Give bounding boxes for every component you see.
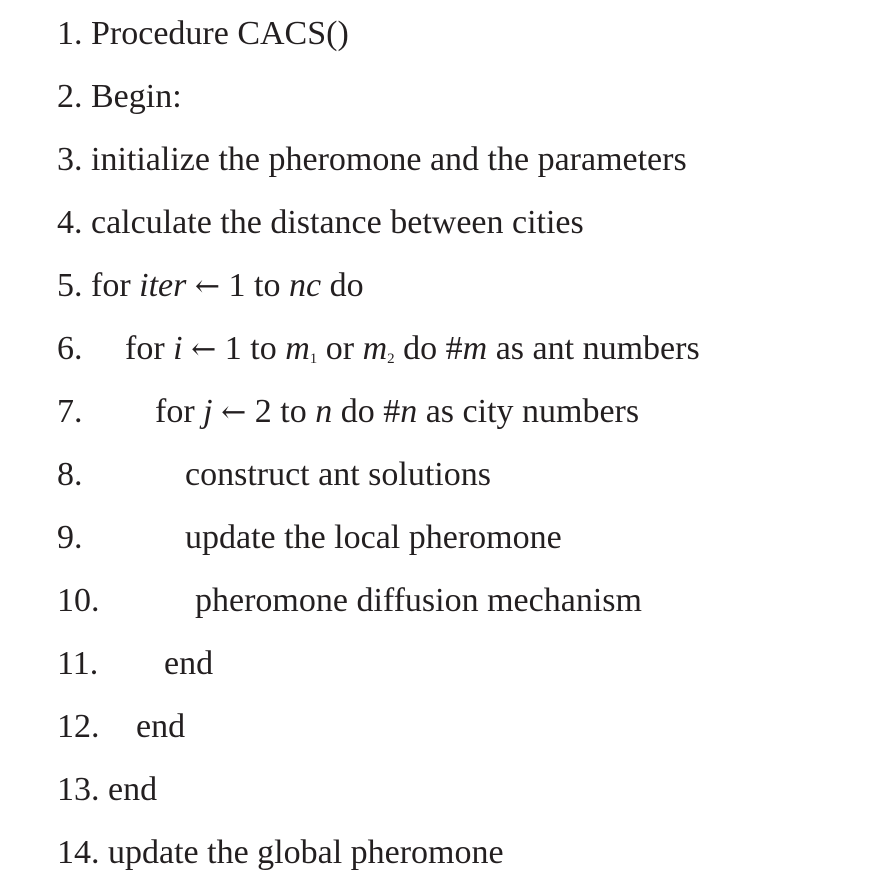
- line-number: 3.: [57, 141, 83, 178]
- line-number: 2.: [57, 78, 83, 115]
- left-arrow-icon: ←: [221, 395, 247, 430]
- algorithm-line-5: [57, 266, 364, 306]
- algorithm-line-1: [57, 14, 349, 54]
- line-number: 9.: [57, 519, 83, 556]
- keyword-for: for: [155, 393, 204, 430]
- line-text: end: [164, 645, 214, 682]
- line-text: initialize the pheromone and the parameters: [91, 141, 687, 178]
- algorithm-line-12: [57, 707, 186, 747]
- line-number: 6.: [57, 330, 83, 367]
- line-number: 5.: [57, 267, 83, 304]
- left-arrow-icon: ←: [191, 332, 217, 367]
- keyword-do: do #: [332, 393, 401, 430]
- algorithm-line-6: [57, 329, 700, 369]
- subscript-2: 2: [387, 351, 395, 367]
- line-number: 1.: [57, 15, 83, 52]
- line-text: update the global pheromone: [108, 834, 504, 871]
- line-text: update the local pheromone: [185, 519, 562, 556]
- algorithm-line-10: [57, 581, 642, 621]
- keyword-or: or: [317, 330, 363, 367]
- line-text: Begin:: [91, 78, 182, 115]
- keyword-do: do: [321, 267, 364, 304]
- line-text: end: [136, 708, 186, 745]
- algorithm-line-4: [57, 203, 584, 243]
- line-number: 10.: [57, 582, 100, 619]
- algorithm-line-13: [57, 770, 157, 810]
- variable-n: n: [315, 393, 333, 430]
- keyword-do: do #: [394, 330, 463, 367]
- line-number: 14.: [57, 834, 100, 871]
- line-number: 12.: [57, 708, 100, 745]
- keyword-for: for: [91, 267, 140, 304]
- left-arrow-icon: ←: [194, 269, 221, 304]
- algorithm-line-9: [57, 518, 562, 558]
- algorithm-line-14: [57, 833, 504, 873]
- line-number: 4.: [57, 204, 83, 241]
- line-text: Procedure CACS(): [91, 15, 349, 52]
- comment-text: as ant numbers: [487, 330, 700, 367]
- variable-iter: iter: [139, 267, 187, 304]
- line-number: 11.: [57, 645, 99, 682]
- line-text: end: [108, 771, 158, 808]
- comment-text: as city numbers: [417, 393, 640, 430]
- line-number: 13.: [57, 771, 100, 808]
- line-text: construct ant solutions: [185, 456, 491, 493]
- variable-m: m: [462, 330, 488, 367]
- range-text: 1 to: [216, 330, 286, 367]
- algorithm-line-7: [57, 392, 639, 432]
- algorithm-line-11: [57, 644, 214, 684]
- variable-j: j: [203, 393, 213, 430]
- algorithm-line-8: [57, 455, 491, 495]
- algorithm-line-3: [57, 140, 687, 180]
- range-text: 2 to: [246, 393, 316, 430]
- line-text: pheromone diffusion mechanism: [195, 582, 642, 619]
- line-text: calculate the distance between cities: [91, 204, 584, 241]
- variable-m2: m: [362, 330, 388, 367]
- variable-n-comment: n: [400, 393, 418, 430]
- variable-i: i: [173, 330, 183, 367]
- subscript-1: 1: [309, 351, 318, 367]
- line-number: 8.: [57, 456, 83, 493]
- range-text: 1 to: [220, 267, 289, 304]
- line-number: 7.: [57, 393, 83, 430]
- variable-nc: nc: [288, 267, 322, 304]
- keyword-for: for: [125, 330, 174, 367]
- algorithm-line-2: [57, 77, 182, 117]
- variable-m1: m: [285, 330, 310, 367]
